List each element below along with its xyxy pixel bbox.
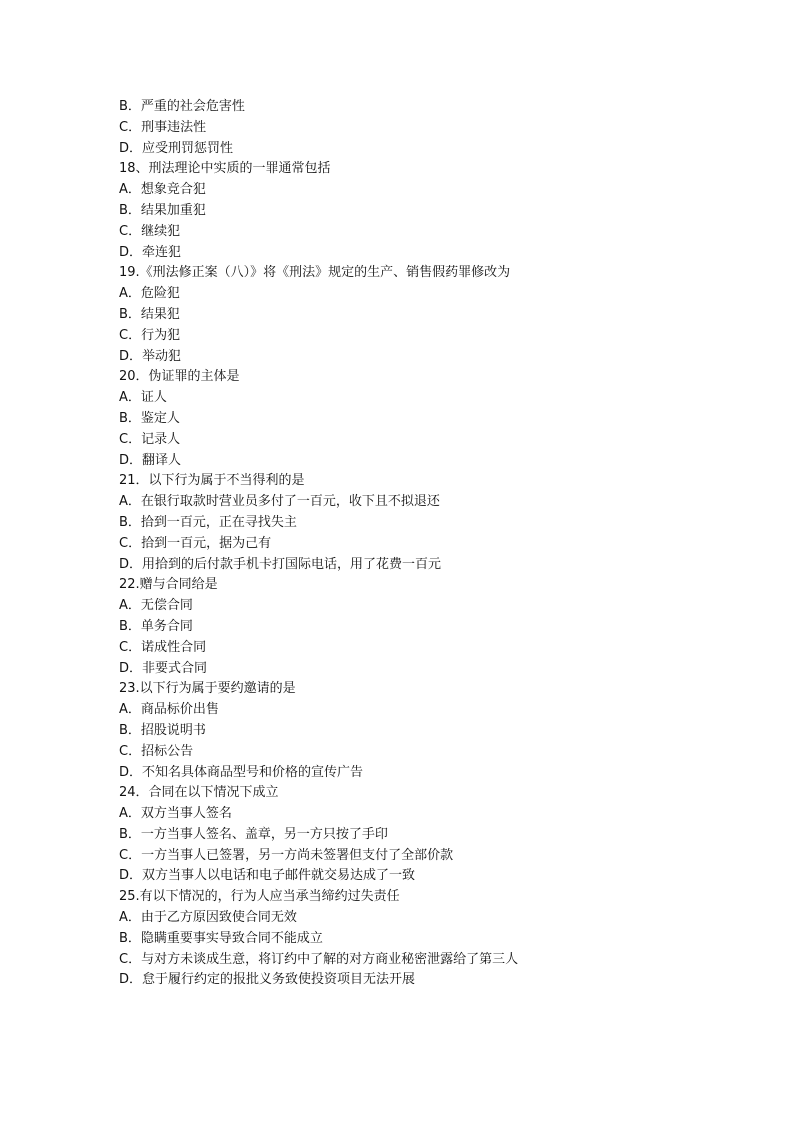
option-line: A．无偿合同: [119, 598, 193, 614]
option-line: D．非要式合同: [119, 660, 208, 676]
option-line: B．鉴定人: [119, 410, 180, 426]
option-line: B．严重的社会危害性: [119, 99, 245, 114]
question-line: 19.《刑法修正案（八）》将《刑法》规定的生产、销售假药罪修改为: [119, 265, 511, 281]
option-line: D．怠于履行约定的报批义务致使投资项目无法开展: [119, 972, 416, 988]
option-line: D．不知名具体商品型号和价格的宣传广告: [119, 764, 364, 780]
option-line: A．由于乙方原因致使合同无效: [119, 910, 297, 926]
question-line: 24．合同在以下情况下成立: [119, 785, 279, 801]
question-line: 22.赠与合同给是: [119, 577, 218, 593]
option-line: B．单务合同: [119, 618, 193, 634]
question-line: 21．以下行为属于不当得利的是: [119, 473, 305, 489]
option-line: B．隐瞒重要事实导致合同不能成立: [119, 930, 323, 946]
option-line: A．危险犯: [119, 286, 180, 302]
question-line: 20．伪证罪的主体是: [119, 369, 240, 385]
question-line: 25.有以下情况的，行为人应当承当缔约过失责任: [119, 889, 400, 905]
option-line: B．招股说明书: [119, 722, 206, 738]
option-line: B．结果犯: [119, 306, 180, 322]
option-line: C．招标公告: [119, 743, 194, 759]
document-page: [119, 97, 759, 991]
option-line: A．证人: [119, 390, 167, 406]
option-line: C．拾到一百元，据为己有: [119, 535, 272, 551]
question-line: 23.以下行为属于要约邀请的是: [119, 681, 296, 697]
option-line: B．结果加重犯: [119, 202, 206, 218]
question-line: 18、刑法理论中实质的一罪通常包括: [119, 161, 331, 177]
option-line: C．一方当事人已签署，另一方尚未签署但支付了全部价款: [119, 847, 454, 863]
option-line: D．翻译人: [119, 452, 182, 468]
option-line: C．行为犯: [119, 327, 181, 343]
option-line: D．牵连犯: [119, 244, 182, 260]
option-line: D．举动犯: [119, 348, 182, 364]
option-line: C．刑事违法性: [119, 119, 207, 135]
option-line: A．双方当事人签名: [119, 806, 232, 822]
option-line: D．用拾到的后付款手机卡打国际电话，用了花费一百元: [119, 556, 442, 572]
option-line: C．诺成性合同: [119, 639, 207, 655]
option-line: A．想象竞合犯: [119, 182, 206, 198]
option-line: B．一方当事人签名、盖章，另一方只按了手印: [119, 826, 388, 842]
option-line: B．拾到一百元，正在寻找失主: [119, 514, 297, 530]
option-line: D．双方当事人以电话和电子邮件就交易达成了一致: [119, 868, 416, 884]
option-line: D．应受刑罚惩罚性: [119, 140, 234, 156]
option-line: C．与对方未谈成生意，将订约中了解的对方商业秘密泄露给了第三人: [119, 951, 519, 967]
option-line: A．在银行取款时营业员多付了一百元，收下且不拟退还: [119, 494, 440, 510]
option-line: A．商品标价出售: [119, 702, 219, 718]
option-line: C．记录人: [119, 431, 181, 447]
option-line: C．继续犯: [119, 223, 181, 239]
